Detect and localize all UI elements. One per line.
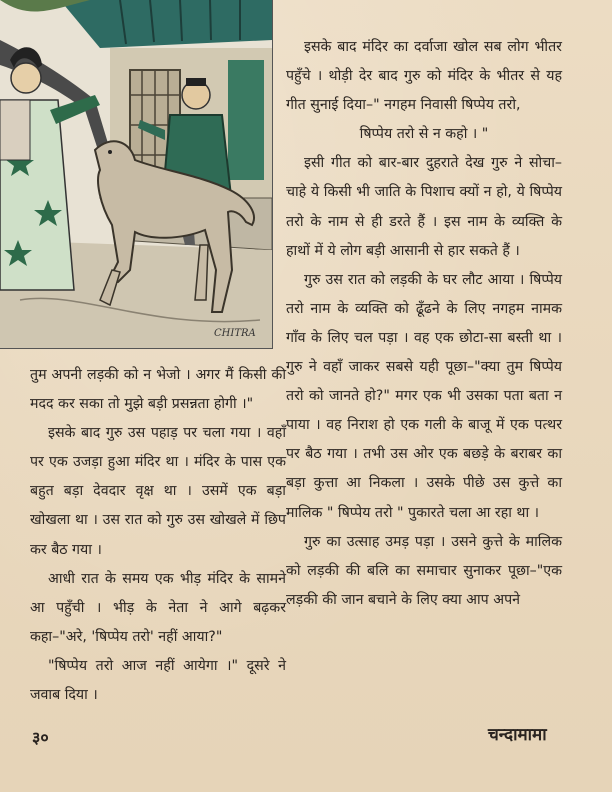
paragraph: इसके बाद गुरु उस पहाड़ पर चला गया । वहाँ पर एक उजड़ा हुआ मंदिर था । मंदिर के पास एक बहुत बड़ा देवदार वृक्ष था । उसमें एक बड़ा खोखला था । उस रात को गुरु उस खोखले में छिप कर बैठ गया । (30, 425, 286, 558)
story-illustration (0, 0, 273, 349)
temple-dog-illustration-icon (0, 0, 272, 348)
paragraph: इसके बाद मंदिर का दर्वाजा खोल सब लोग भीतर पहुँचे । थोड़ी देर बाद गुरु को मंदिर के भीतर से यह गीत सुनाई दिया–" नगहम निवासी षिप्पेय तरो, (286, 39, 562, 114)
paragraph: "षिप्पेय तरो आज नहीं आयेगा ।" दूसरे ने जवाब दिया । (30, 657, 286, 704)
paragraph: तुम अपनी लड़की को न भेजो । अगर मैं किसी की मदद कर सका तो मुझे बड़ी प्रसन्नता होगी ।" (30, 367, 286, 413)
paragraph: इसी गीत को बार-बार दुहराते देख गुरु ने सोचा–चाहे ये किसी भी जाति के पिशाच क्यों न हो, ये षिप्पेय तरो के नाम से ही डरते हैं । इस नाम के व्यक्ति के हाथों में ये लोग बड़ी आसानी से हार सकते हैं । (286, 155, 562, 259)
paragraph: गुरु उस रात को लड़की के घर लौट आया । षिप्पेय तरो नाम के व्यक्ति को ढूँढने के लिए नगहम नामक गाँव के लिए चल पड़ा । वह एक छोटा-सा बस्ती था । गुरु ने वहाँ जाकर सबसे यही पूछा–"क्या तुम षिप्पेय तरो को जानते हो?" मगर एक भी उसका पता बता न पाया । वह निराश हो एक गली के बाजू में एक पत्थर पर बैठ गया । तभी उस ओर एक बछड़े के बराबर का बड़ा कुत्ता आ निकला । उसके पीछे उस कुत्ते का मालिक " षिप्पेय तरो " पुकारते चला आ रहा था । (286, 271, 562, 521)
left-column (30, 361, 286, 710)
illustration-signature: CHITRA (214, 328, 256, 339)
page-number: ३० (32, 728, 49, 747)
magazine-name: चन्दामामा (488, 725, 547, 745)
right-column (286, 33, 562, 615)
paragraph: षिप्पेय तरो से न कहो । " (359, 126, 489, 143)
paragraph: गुरु का उत्साह उमड़ पड़ा । उसने कुत्ते के मालिक को लड़की की बलि का समाचार सुनाकर पूछा–"एक लड़की की जान बचाने के लिए क्या आप अपने (286, 533, 562, 608)
paragraph: आधी रात के समय एक भीड़ मंदिर के सामने आ पहुँची । भीड़ के नेता ने आगे बढ़कर कहा–"अरे, 'षिप्पेय तरो' नहीं आया?" (30, 570, 286, 645)
